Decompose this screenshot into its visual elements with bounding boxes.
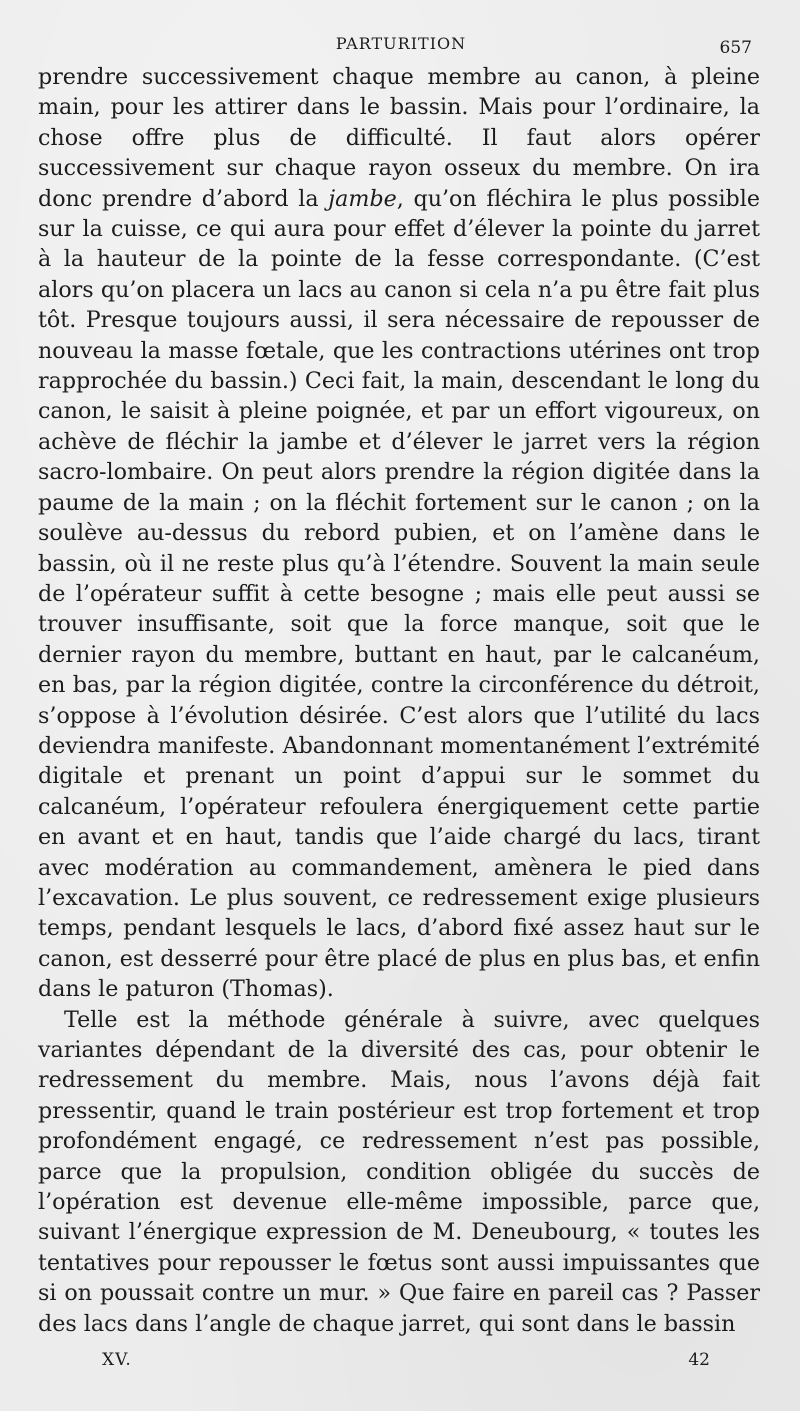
body-text [38,62,760,1339]
paragraph-text: , qu’on fléchira le plus possible sur la cuisse, ce qui aura pour effet d’élever la pointe du jarret à la hauteur de la pointe de la fesse correspondante. (C’est alors qu’on placera un lacs au canon si cela n’a pu être fait plus tôt. Presque toujours aussi, il sera nécessaire de repousser de nouveau la masse fœtale, que les contractions utérines ont trop rapprochée du bassin.) Ceci fait, la main, descendant le long du canon, le saisit à pleine poignée, et par un effort vigoureux, on achève de fléchir la jambe et d’élever le jarret vers la région sacro-lombaire. On peut alors prendre la région digitée dans la paume de la main ; on la fléchit fortement sur le canon ; on la soulève au-dessus du rebord pubien, et on l’amène dans le bassin, où il ne reste plus qu’à l’étendre. Souvent la main seule de l’opérateur suffit à cette besogne ; mais elle peut aussi se trouver insuffisante, soit que la force manque, soit que le dernier rayon du membre, buttant en haut, par le calcanéum, en bas, par la région digitée, contre la circonférence du détroit, s’oppose à l’évolution désirée. C’est alors que l’utilité du lacs deviendra manifeste. Abandonnant momentanément l’extrémité digitale et prenant un point d’appui sur le sommet du calcanéum, l’opérateur refoulera énergiquement cette partie en avant et en haut, tandis que l’aide chargé du lacs, tirant avec modération au commandement, amènera le pied dans l’excavation. Le plus souvent, ce redressement exige plusieurs temps, pendant lesquels le lacs, d’abord fixé assez haut sur le canon, est desserré pour être placé de plus en plus bas, et enfin dans le paturon (Thomas). [38,185,760,1003]
running-head [38,34,764,58]
paragraph-continued [38,62,760,1005]
page-footer [100,1350,720,1376]
italic-term: jambe [328,185,397,212]
gathering-number: 42 [688,1350,710,1370]
running-head-title: PARTURITION [335,34,467,53]
page-number: 657 [719,38,752,58]
paragraph-text: prendre successivement chaque membre au canon, à pleine main, pour les attirer dans le bassin. Mais pour l’ordinaire, la chose offre plus de difficulté. Il faut alors opérer successivement sur chaque rayon osseux du membre. On ira donc prendre d’abord la [38,64,760,212]
paragraph: Telle est la méthode générale à suivre, avec quelques variantes dépendant de la diversité des cas, pour obtenir le redressement du membre. Mais, nous l’avons déjà fait pressentir, quand le train postérieur est trop fortement et trop profondément engagé, ce redressement n’est pas possible, parce que la propulsion, condition obligée du succès de l’opération est devenue elle-même impossible, parce que, suivant l’énergique expression de M. Deneubourg, « toutes les tentatives pour repousser le fœtus sont aussi impuissantes que si on poussait contre un mur. » Que faire en pareil cas ? Passer des lacs dans l’angle de chaque jarret, qui sont dans le bassin [38,1006,760,1337]
signature-mark: XV. [102,1350,132,1370]
